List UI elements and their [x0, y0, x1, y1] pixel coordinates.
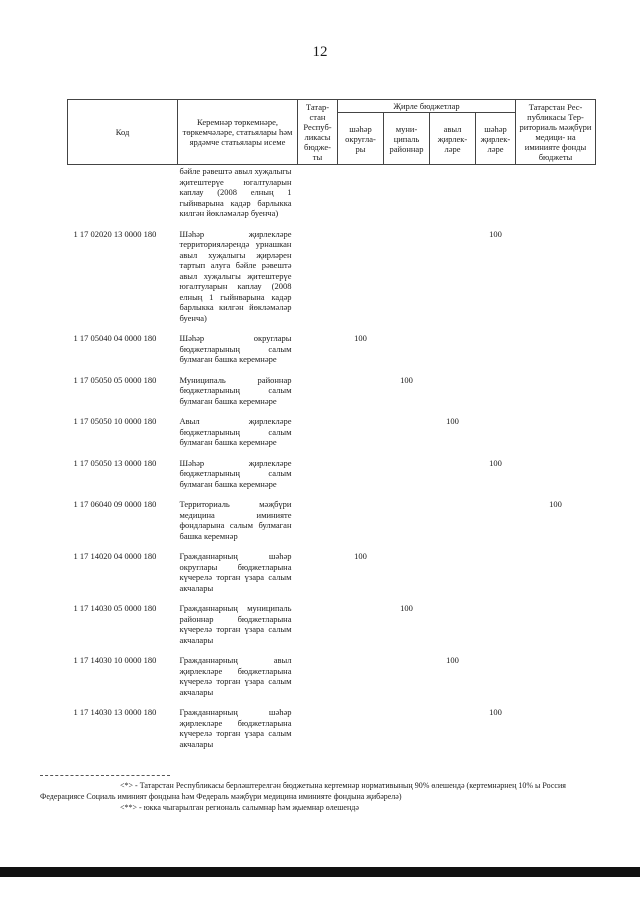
header-fund-budget: Татарстан Рес- публикасы Тер- риториаль мәҗбүри медици- на иминияте фонды бюджеты: [516, 100, 596, 165]
row-code: 1 17 14030 13 0000 180: [73, 707, 157, 717]
cell-tatarstan: [298, 499, 338, 551]
cell-city-districts: [338, 375, 384, 417]
cell-city-districts: [338, 707, 384, 759]
cell-rural: [430, 458, 476, 500]
row-code: 1 17 14030 10 0000 180: [73, 655, 157, 665]
cell-city-settlements: [476, 333, 516, 375]
cell-city-settlements: [476, 165, 516, 229]
cell-rural: [430, 165, 476, 229]
footnote-separator: [40, 775, 170, 776]
cell-city-settlements: 100: [489, 457, 502, 468]
table-row: [68, 603, 596, 655]
cell-rural: [430, 229, 476, 334]
row-code: 1 17 06040 09 0000 180: [73, 499, 157, 509]
row-name: Гражданнарның муниципаль районнар бюджетларына күчерелә торган үзара салым акчалары: [179, 603, 292, 645]
table-row: [68, 375, 596, 417]
cell-fund: [516, 229, 596, 334]
table-row: [68, 416, 596, 458]
header-municipal-districts: муни- ципаль районнар: [384, 113, 430, 165]
cell-rural: [430, 603, 476, 655]
cell-fund: [516, 165, 596, 229]
cell-municipal: [384, 229, 430, 334]
table-row: [68, 333, 596, 375]
cell-municipal: [384, 416, 430, 458]
cell-city-settlements: [476, 655, 516, 707]
cell-fund: [516, 655, 596, 707]
row-code: 1 17 05040 04 0000 180: [73, 333, 157, 343]
cell-municipal: [384, 499, 430, 551]
row-code: 1 17 05050 13 0000 180: [73, 457, 157, 468]
row-name: Шәһәр җирлекләре бюджетларының салым булмаган башка керемнәре: [179, 457, 292, 489]
table-row: [68, 499, 596, 551]
cell-fund: [516, 458, 596, 500]
cell-city-districts: [338, 165, 384, 229]
cell-tatarstan: [298, 603, 338, 655]
cell-rural: [430, 333, 476, 375]
header-code: Код: [68, 100, 178, 165]
cell-tatarstan: [298, 458, 338, 500]
cell-municipal: 100: [400, 374, 413, 385]
table-row: [68, 655, 596, 707]
footnote-1: <*> - Татарстан Республикасы берләштерелгән бюджетына кертемнәр нормативының 90% өлешендә (кертемнәрнең 10% ы Россия Федерациясе Социаль иминият фондына һәм Федераль мәҗбүри медицина иминияте фондына җибәрелә): [40, 781, 566, 801]
header-rural-settlements: авыл җирлек- ләре: [430, 113, 476, 165]
row-code: 1 17 02020 13 0000 180: [73, 228, 157, 239]
cell-rural: 100: [446, 655, 459, 665]
row-name: Авыл җирлекләре бюджетларының салым булмаган башка керемнәре: [179, 416, 292, 447]
cell-fund: [516, 416, 596, 458]
cell-tatarstan: [298, 655, 338, 707]
header-city-districts: шәһәр округла- ры: [338, 113, 384, 165]
row-code: 1 17 14020 04 0000 180: [73, 551, 157, 561]
cell-city-settlements: [476, 603, 516, 655]
table-row: [68, 707, 596, 759]
header-tatarstan-budget: Татар- стан Респуб- ликасы бюдже- ты: [298, 100, 338, 165]
cell-tatarstan: [298, 416, 338, 458]
budget-revenue-table: [67, 99, 596, 759]
row-name: Гражданнарның шәһәр округлары бюджетларына күчерелә торган үзара салым акчалары: [179, 551, 292, 593]
cell-city-settlements: [476, 375, 516, 417]
scan-bottom-edge: [0, 867, 640, 877]
row-code: 1 17 14030 05 0000 180: [73, 603, 157, 613]
cell-municipal: [384, 655, 430, 707]
cell-tatarstan: [298, 707, 338, 759]
cell-rural: [430, 551, 476, 603]
cell-tatarstan: [298, 229, 338, 334]
row-code: 1 17 05050 10 0000 180: [73, 416, 157, 426]
row-name: Шәһәр округлары бюджетларының салым булмаган башка керемнәре: [179, 333, 292, 364]
cell-city-districts: [338, 655, 384, 707]
cell-tatarstan: [298, 333, 338, 375]
cell-city-districts: [338, 603, 384, 655]
header-local-budgets: Җирле бюджетлар: [338, 100, 516, 113]
cell-municipal: [384, 707, 430, 759]
header-city-settlements: шәһәр җирлек- ләре: [476, 113, 516, 165]
cell-fund: [516, 375, 596, 417]
cell-city-settlements: 100: [489, 228, 502, 239]
cell-tatarstan: [298, 375, 338, 417]
cell-rural: [430, 499, 476, 551]
cell-rural: [430, 707, 476, 759]
cell-municipal: 100: [400, 603, 413, 613]
row-name: Территориаль мәҗбүри медицина иминияте фондларына салым булмаган башка керемнәр: [179, 499, 292, 541]
cell-city-settlements: 100: [489, 707, 502, 717]
cell-city-settlements: [476, 551, 516, 603]
table-row: [68, 458, 596, 500]
cell-city-districts: [338, 416, 384, 458]
cell-fund: [516, 551, 596, 603]
cell-municipal: [384, 333, 430, 375]
row-name: бәйле рәвештә авыл хуҗалыгы җитештерүе югалтуларын каплау (2008 елның 1 гыйнварына кадәр барлыкка килгән йөкләмәләр буенча): [179, 166, 292, 218]
cell-fund: [516, 603, 596, 655]
cell-city-districts: 100: [354, 551, 367, 561]
cell-municipal: [384, 458, 430, 500]
cell-tatarstan: [298, 551, 338, 603]
row-code: [68, 165, 178, 229]
cell-city-districts: [338, 499, 384, 551]
cell-city-settlements: [476, 499, 516, 551]
row-name: Муниципаль районнар бюджетларының салым булмаган башка керемнәре: [179, 374, 292, 406]
cell-fund: [516, 333, 596, 375]
cell-city-districts: [338, 229, 384, 334]
cell-city-districts: 100: [354, 333, 367, 343]
cell-tatarstan: [298, 165, 338, 229]
row-name: Шәһәр җирлекләре территорияләрендә урнашкан авыл хуҗалыгы җирләрен тартып алуга бәйле рәвештә авыл хуҗалыгы җитештерүе югалтуларын каплау (2008 елның 1 гыйнварына кадәр барлыкка килгән йөкләмәләр буенча): [179, 228, 292, 323]
table-row: [68, 229, 596, 334]
cell-fund: 100: [549, 499, 562, 509]
table-row: [68, 551, 596, 603]
row-name: Гражданнарның шәһәр җирлекләре бюджетларына күчерелә торган үзара салым акчалары: [179, 707, 292, 749]
row-name: Гражданнарның авыл җирлекләре бюджетларына күчерелә торган үзара салым акчалары: [179, 655, 292, 697]
page-number: 12: [312, 44, 328, 60]
cell-rural: [430, 375, 476, 417]
footnote-2: <**> - юкка чыгарылган региональ салымнар һәм җыемнар өлешендә: [120, 803, 359, 812]
row-code: 1 17 05050 05 0000 180: [73, 374, 157, 385]
cell-municipal: [384, 165, 430, 229]
cell-city-districts: [338, 458, 384, 500]
cell-municipal: [384, 551, 430, 603]
cell-city-settlements: [476, 416, 516, 458]
header-name: Керемнәр төркемнәре, төркемчәләре, статьялары һәм ярдәмче статьялары исеме: [178, 100, 298, 165]
cell-fund: [516, 707, 596, 759]
cell-rural: 100: [446, 416, 459, 426]
footnotes: [40, 775, 610, 813]
table-row: [68, 165, 596, 229]
